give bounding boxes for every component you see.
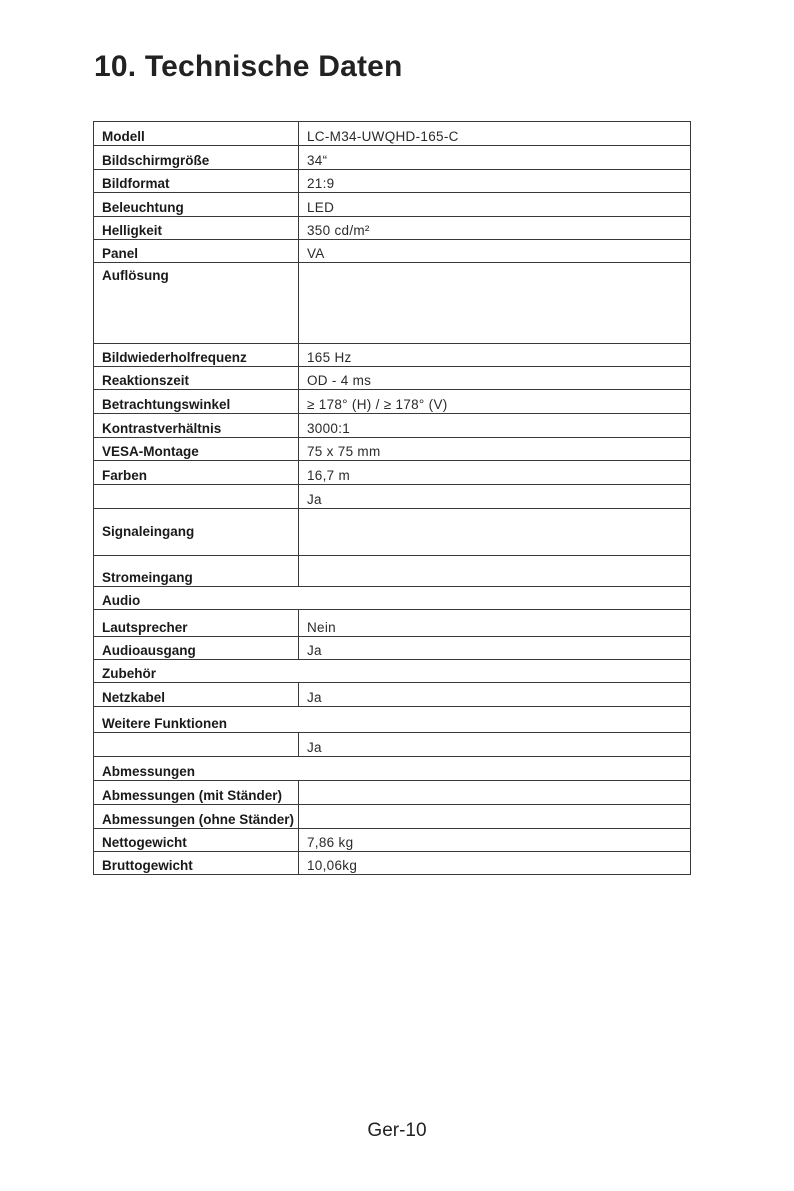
page-title: 10. Technische Daten: [94, 50, 403, 83]
spec-label: Abmessungen (ohne Ständer): [94, 805, 299, 829]
spec-label: Modell: [94, 122, 299, 146]
spec-value: OD - 4 ms: [299, 367, 691, 390]
table-row: [94, 852, 691, 875]
spec-value: 165 Hz: [299, 344, 691, 367]
table-row: [94, 829, 691, 852]
table-row: [94, 240, 691, 263]
spec-label: Stromeingang: [94, 556, 299, 587]
spec-value: 21:9: [299, 170, 691, 193]
spec-value: 3000:1: [299, 414, 691, 438]
spec-label: Signaleingang: [94, 509, 299, 556]
table-row: [94, 461, 691, 485]
spec-table: [93, 121, 691, 875]
spec-label: Audioausgang: [94, 637, 299, 660]
table-row: [94, 509, 691, 556]
spec-value: LED: [299, 193, 691, 217]
spec-value: Ja: [299, 485, 691, 509]
spec-label: Bildwiederholfrequenz: [94, 344, 299, 367]
page-number: Ger-10: [367, 1120, 427, 1141]
table-row: [94, 683, 691, 707]
spec-label: Auflösung: [94, 263, 299, 344]
spec-value: [299, 556, 691, 587]
table-row: [94, 438, 691, 461]
spec-label: Bildformat: [94, 170, 299, 193]
table-row: [94, 805, 691, 829]
table-row: [94, 707, 691, 733]
table-row: [94, 587, 691, 610]
table-row: [94, 610, 691, 637]
table-row: [94, 414, 691, 438]
spec-label: [94, 485, 299, 509]
spec-label: Lautsprecher: [94, 610, 299, 637]
spec-label: Kontrastverhältnis: [94, 414, 299, 438]
spec-label: Helligkeit: [94, 217, 299, 240]
spec-value: 7,86 kg: [299, 829, 691, 852]
spec-value: LC-M34-UWQHD-165-C: [299, 122, 691, 146]
section-header: Abmessungen: [94, 757, 691, 781]
spec-label: Betrachtungswinkel: [94, 390, 299, 414]
spec-label: [94, 733, 299, 757]
spec-label: Farben: [94, 461, 299, 485]
table-row: [94, 146, 691, 170]
table-row: [94, 344, 691, 367]
spec-label: VESA-Montage: [94, 438, 299, 461]
table-row: [94, 122, 691, 146]
spec-label: Netzkabel: [94, 683, 299, 707]
spec-value: Ja: [299, 733, 691, 757]
spec-value: 10,06kg: [299, 852, 691, 875]
spec-value: 75 x 75 mm: [299, 438, 691, 461]
spec-value: [299, 805, 691, 829]
section-header: Zubehör: [94, 660, 691, 683]
spec-value: Ja: [299, 683, 691, 707]
spec-label: Bruttogewicht: [94, 852, 299, 875]
spec-label: Reaktionszeit: [94, 367, 299, 390]
spec-value: 34“: [299, 146, 691, 170]
spec-label: Abmessungen (mit Ständer): [94, 781, 299, 805]
table-row: [94, 757, 691, 781]
table-row: [94, 367, 691, 390]
table-row: [94, 733, 691, 757]
table-row: [94, 637, 691, 660]
section-header: Weitere Funktionen: [94, 707, 691, 733]
table-row: [94, 263, 691, 344]
spec-value: VA: [299, 240, 691, 263]
table-row: [94, 556, 691, 587]
spec-value: Ja: [299, 637, 691, 660]
spec-label: Panel: [94, 240, 299, 263]
spec-value: 16,7 m: [299, 461, 691, 485]
table-row: [94, 217, 691, 240]
section-header: Audio: [94, 587, 691, 610]
spec-value: Nein: [299, 610, 691, 637]
table-row: [94, 170, 691, 193]
spec-value: [299, 781, 691, 805]
spec-label: Bildschirmgröße: [94, 146, 299, 170]
spec-value: [299, 509, 691, 556]
spec-value: 350 cd/m²: [299, 217, 691, 240]
table-row: [94, 390, 691, 414]
table-row: [94, 781, 691, 805]
table-row: [94, 193, 691, 217]
spec-value: ≥ 178° (H) / ≥ 178° (V): [299, 390, 691, 414]
spec-value: [299, 263, 691, 344]
spec-label: Nettogewicht: [94, 829, 299, 852]
spec-label: Beleuchtung: [94, 193, 299, 217]
table-row: [94, 485, 691, 509]
table-row: [94, 660, 691, 683]
